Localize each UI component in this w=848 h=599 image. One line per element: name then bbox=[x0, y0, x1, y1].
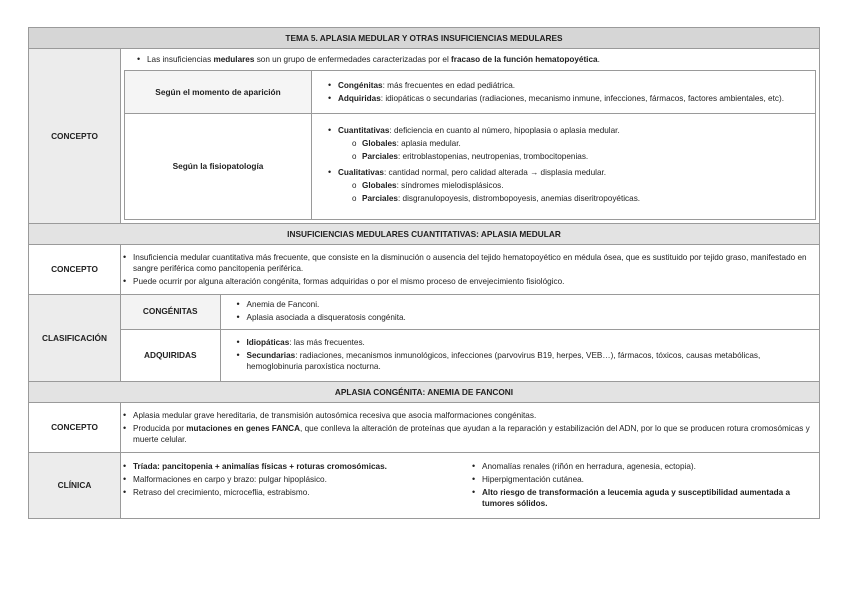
congenitas-bullet-1: • Anemia de Fanconi. bbox=[237, 299, 814, 310]
concepto2-bullet-2: • Puede ocurrir por alguna alteración congénita, formas adquiridas o por el mismo proceso de envejecimiento fisiológico. bbox=[123, 276, 813, 287]
types-subtable bbox=[124, 70, 816, 220]
congenitas-bullet-2: • Aplasia asociada a disqueratosis congénita. bbox=[237, 312, 814, 323]
page-title: TEMA 5. APLASIA MEDULAR Y OTRAS INSUFICIENCIAS MEDULARES bbox=[29, 28, 820, 49]
clinica-label: CLÍNICA bbox=[29, 453, 121, 519]
clinica-left-2: • Malformaciones en carpo y brazo: pulgar hipoplásico. bbox=[123, 474, 464, 485]
cual-parciales-item: o Parciales: disgranulopoyesis, distrombopoyesis, anemias diseritropoyéticas. bbox=[352, 193, 809, 204]
adquiridas-label: ADQUIRIDAS bbox=[121, 329, 220, 381]
cualitativas-item: • Cualitativas: cantidad normal, pero calidad alterada → displasia medular. o Globales: síndromes mielodisplásicos. o Parciales: disgranulopoyesis, distrombopoyesis, anemias diseritropoyéticas. bbox=[328, 167, 809, 207]
concepto3-label: CONCEPTO bbox=[29, 403, 121, 453]
concepto2-bullet-1: • Insuficiencia medular cuantitativa más frecuente, que consiste en la disminución o ausencia del tejido hematopoyético en médula ósea, que es sustituido por tejido graso, manifestado en sangre periférica como pancitopenia periférica. bbox=[123, 252, 813, 274]
concepto-label: CONCEPTO bbox=[29, 49, 121, 224]
document-page bbox=[28, 27, 820, 519]
concepto2-label: CONCEPTO bbox=[29, 245, 121, 295]
adquiridas-item: • Adquiridas: idiopáticas o secundarias (radiaciones, mecanismo inmune, infecciones, fármacos, factores ambientales, etc). bbox=[328, 93, 809, 104]
concepto3-bullet-2: • Producida por mutaciones en genes FANCA, que conlleva la alteración de proteínas que ayudan a la reparación y estabilización del ADN, por lo que se producen rotura cromosómicas y muerte celular. bbox=[123, 423, 813, 445]
concepto-row bbox=[29, 49, 820, 224]
clasificacion-row bbox=[29, 295, 820, 382]
clinica-right-1: • Anomalías renales (riñón en herradura, agenesia, ectopia). bbox=[472, 461, 813, 472]
concepto3-row bbox=[29, 403, 820, 453]
concepto-intro: • Las insuficiencias medulares son un grupo de enfermedades caracterizadas por el fracaso de la función hematopoyética. bbox=[137, 54, 813, 65]
clinica-left-3: • Retraso del crecimiento, microceflia, estrabismo. bbox=[123, 487, 464, 498]
fisio-label: Según la fisiopatología bbox=[125, 114, 312, 220]
section-heading-fanconi: APLASIA CONGÉNITA: ANEMIA DE FANCONI bbox=[29, 382, 820, 403]
summary-table bbox=[28, 27, 820, 519]
cuant-globales-item: o Globales: aplasia medular. bbox=[352, 138, 809, 149]
clinica-right-3: • Alto riesgo de transformación a leucemia aguda y susceptibilidad aumentada a tumores sólidos. bbox=[472, 487, 813, 509]
section-heading-aplasia: INSUFICIENCIAS MEDULARES CUANTITATIVAS: APLASIA MEDULAR bbox=[29, 224, 820, 245]
clasificacion-label: CLASIFICACIÓN bbox=[29, 295, 121, 382]
clasificacion-subtable bbox=[121, 295, 819, 381]
momento-label: Según el momento de aparición bbox=[125, 71, 312, 114]
concepto3-bullet-1: • Aplasia medular grave hereditaria, de transmisión autosómica recesiva que asocia malformaciones congénitas. bbox=[123, 410, 813, 421]
clinica-left-1: • Tríada: pancitopenia + animalías físicas + roturas cromosómicas. bbox=[123, 461, 464, 472]
secundarias-item: • Secundarias: radiaciones, mecanismos inmunológicos, infecciones (parvovirus B19, herpes, VEB…), fármacos, tóxicos, causas metabólicas, hemoglobinuria paroxística nocturna. bbox=[237, 350, 814, 372]
clinica-right-2: • Hiperpigmentación cutánea. bbox=[472, 474, 813, 485]
congenitas-label: CONGÉNITAS bbox=[121, 295, 220, 329]
cuant-parciales-item: o Parciales: eritroblastopenias, neutropenias, trombocitopenias. bbox=[352, 151, 809, 162]
idiopaticas-item: • Idiopáticas: las más frecuentes. bbox=[237, 337, 814, 348]
cual-globales-item: o Globales: síndromes mielodisplásicos. bbox=[352, 180, 809, 191]
concepto2-row bbox=[29, 245, 820, 295]
clinica-row bbox=[29, 453, 820, 519]
cuantitativas-item: • Cuantitativas: deficiencia en cuanto al número, hipoplasia o aplasia medular. o Globales: aplasia medular. o Parciales: eritroblastopenias, neutropenias, trombocitopenias. bbox=[328, 125, 809, 165]
congenitas-item: • Congénitas: más frecuentes en edad pediátrica. bbox=[328, 80, 809, 91]
